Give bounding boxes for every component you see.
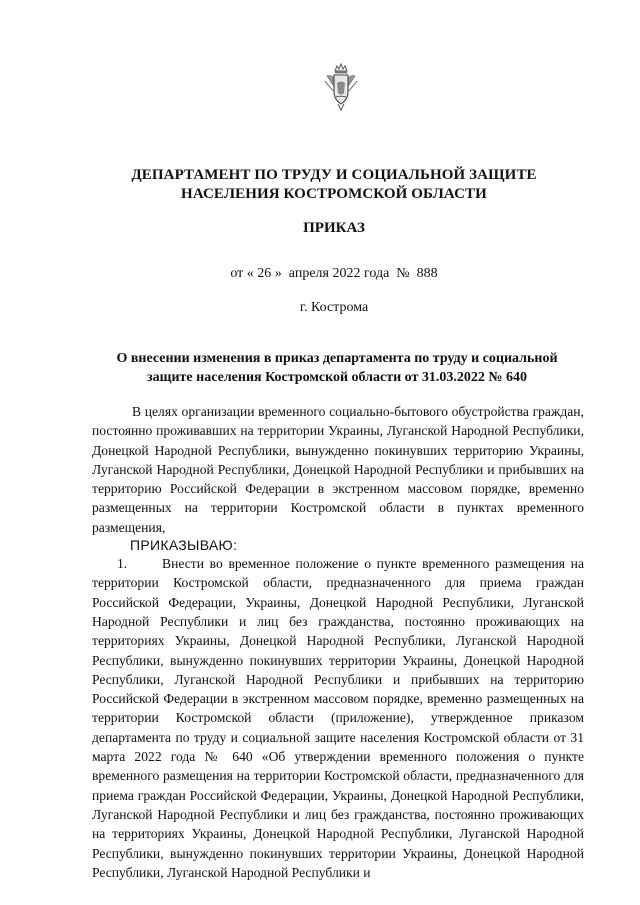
order-item-1 bbox=[92, 554, 584, 882]
order-subject bbox=[92, 349, 582, 387]
order-item-1-text: Внести во временное положение о пункте временного размещения на территории Костромской области, предназначенного для приема граждан Российской Федерации, Украины, Донецкой Народной Республики, Луганской Народной Республики и лиц без гражданства, постоянно проживающих на территориях Украины, Донецкой Народной Республики, Луганской Народной Республики, вынужденно покинувших территории Украины, Донецкой Народной Республики, Луганской Народной Республики и прибывших на территорию Российской Федерации в экстренном массовом порядке, временно размещенных на территории Костромской области (приложение), утвержденное приказом департамента по труду и социальной защите населения Костромской области от 31 марта 2022 года № 640 «Об утверждении временного положения о пункте временного размещения на территории Костромской области, предназначенного для приема граждан Российской Федерации, Украины, Донецкой Народной Республики, Луганской Народной Республики и лиц без гражданства, постоянно проживающих на территориях Украины, Донецкой Народной Республики, Луганской Народной Республики, вынужденно покинувших территории Украины, Донецкой Народной Республики, Луганской Народной Республики и bbox=[92, 556, 584, 880]
coat-of-arms-emblem bbox=[323, 62, 359, 112]
order-subject-line-1: О внесении изменения в приказ департамента по труду и социальной bbox=[116, 351, 558, 366]
department-title-line-1: ДЕПАРТАМЕНТ ПО ТРУДУ И СОЦИАЛЬНОЙ ЗАЩИТЕ bbox=[131, 167, 537, 183]
order-item-1-number: 1. bbox=[117, 556, 128, 572]
order-word: ПРИКАЗЫВАЮ: bbox=[130, 537, 238, 554]
order-body bbox=[92, 402, 584, 882]
department-title bbox=[60, 166, 608, 204]
order-subject-line-2: защите населения Костромской области от 31.03.2022 № 640 bbox=[147, 370, 527, 385]
city: г. Кострома bbox=[299, 300, 369, 315]
preamble-paragraph: В целях организации временного социально-бытового обустройства граждан, постоянно проживавших на территории Украины, Луганской Народной Республики, Донецкой Народной Республики, вынужденно покинувших территорию Украины, Луганской Народной Республики, Донецкой Народной Республики и прибывших на территорию Российской Федерации в экстренном массовом порядке, временно размещенных на территории Костромской области в пунктах временного размещения, bbox=[92, 404, 584, 535]
document-type: ПРИКАЗ bbox=[303, 220, 365, 236]
order-date-number: от « 26 » апреля 2022 года № 888 bbox=[230, 266, 438, 281]
department-title-line-2: НАСЕЛЕНИЯ КОСТРОМСКОЙ ОБЛАСТИ bbox=[181, 186, 487, 202]
